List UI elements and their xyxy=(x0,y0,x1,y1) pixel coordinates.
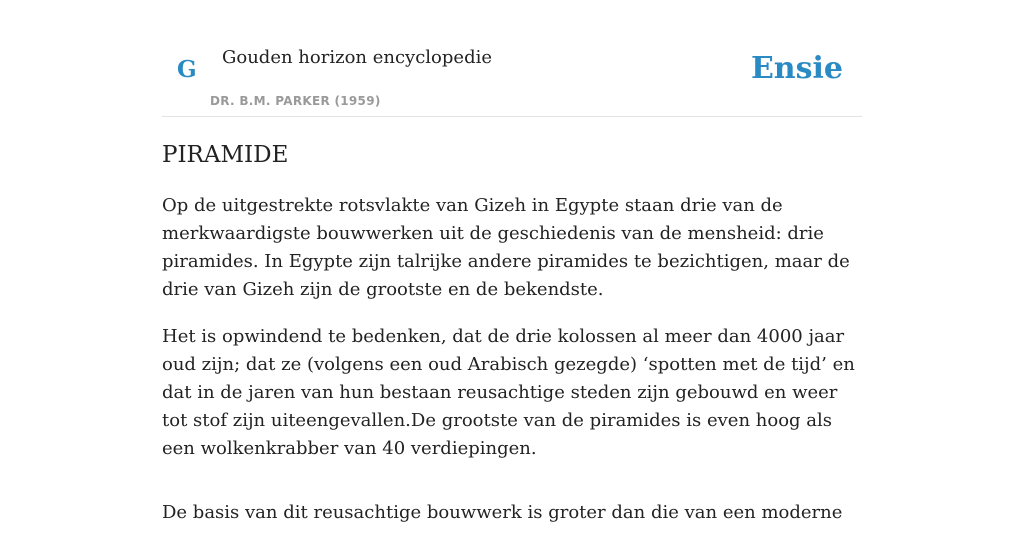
article-title: PIRAMIDE xyxy=(162,142,289,168)
article-paragraph: De basis van dit reusachtige bouwwerk is groter dan die van een moderne xyxy=(162,502,843,523)
book-logo-icon[interactable]: G xyxy=(177,56,197,83)
article-body xyxy=(162,140,862,546)
book-author: DR. B.M. PARKER (1959) xyxy=(210,94,381,108)
book-header xyxy=(162,0,862,117)
book-title-link[interactable]: Gouden horizon encyclopedie xyxy=(222,47,492,68)
article-paragraph: Op de uitgestrekte rotsvlakte van Gizeh in Egypte staan drie van de merkwaardigste bouwwerken uit de geschiedenis van de mensheid: drie piramides. In Egypte zijn talrijke andere piramides te bezichtigen, maar de drie van Gizeh zijn de grootste en de bekendste. xyxy=(162,195,850,300)
ensie-logo[interactable]: Ensie xyxy=(750,51,843,86)
article-paragraph: Het is opwindend te bedenken, dat de drie kolossen al meer dan 4000 jaar oud zijn; dat ze (volgens een oud Arabisch gezegde) ‘spotten met de tijd’ en dat in de jaren van hun bestaan reusachtige steden zijn gebouwd en weer tot stof zijn uiteengevallen.De grootste van de piramides is even hoog als een wolkenkrabber van 40 verdiepingen. xyxy=(162,326,855,459)
